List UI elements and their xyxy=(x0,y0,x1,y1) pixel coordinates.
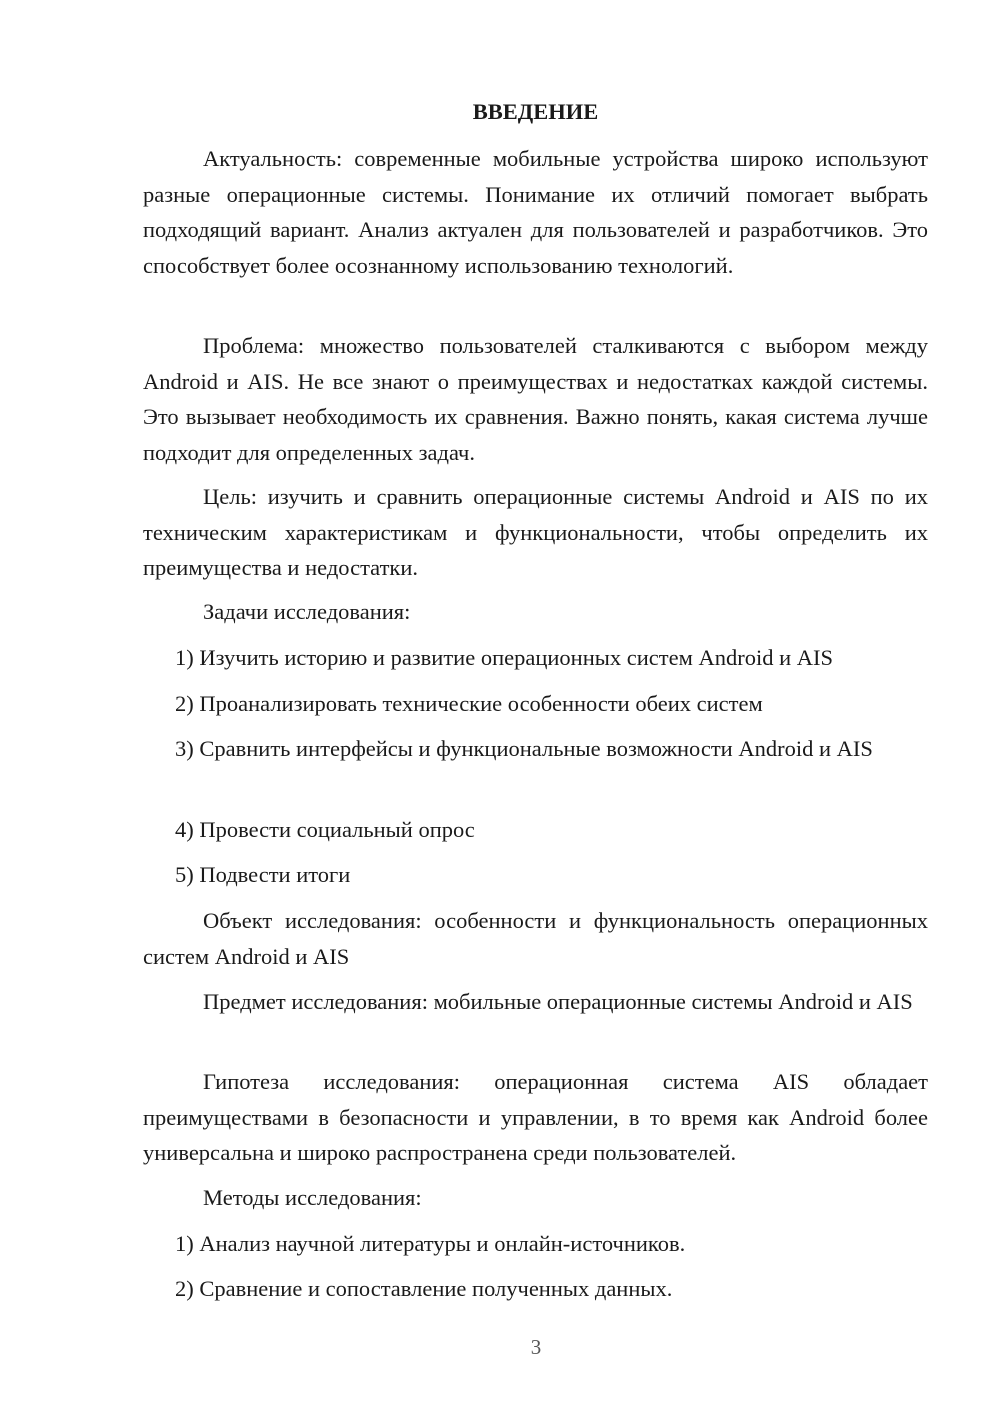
methods-title: Методы исследования: xyxy=(203,1185,422,1210)
method-item-2: 2) Сравнение и сопоставление полученных данных. xyxy=(175,1276,673,1301)
paragraph-object: Объект исследования: особенности и функциональность операционных систем Android и AIS xyxy=(143,908,928,969)
task-item-1: 1) Изучить историю и развитие операционных систем Android и AIS xyxy=(175,645,833,670)
task-item-5: 5) Подвести итоги xyxy=(175,862,351,887)
paragraph-problem: Проблема: множество пользователей сталкиваются с выбором между Android и AIS. Не все знают о преимуществах и недостатках каждой системы. Это вызывает необходимость их сравнения. Важно понять, какая система лучше подходит для определенных задач. xyxy=(143,333,928,465)
section-heading: ВВЕДЕНИЕ xyxy=(472,99,599,124)
paragraph-actuality: Актуальность: современные мобильные устройства широко используют разные операционные системы. Понимание их отличий помогает выбрать подходящий вариант. Анализ актуален для пользователей и разработчиков. Это способствует более осознанному использованию технологий. xyxy=(143,146,928,278)
task-item-3: 3) Сравнить интерфейсы и функциональные возможности Android и AIS xyxy=(175,736,873,761)
tasks-title: Задачи исследования: xyxy=(203,599,411,624)
paragraph-hypothesis: Гипотеза исследования: операционная система AIS обладает преимуществами в безопасности и управлении, в то время как Android более универсальна и широко распространена среди пользователей. xyxy=(143,1069,928,1165)
paragraph-goal: Цель: изучить и сравнить операционные системы Android и AIS по их техническим характеристикам и функциональности, чтобы определить их преимущества и недостатки. xyxy=(143,484,928,580)
method-item-1: 1) Анализ научной литературы и онлайн-источников. xyxy=(175,1231,686,1256)
task-item-2: 2) Проанализировать технические особенности обеих систем xyxy=(175,691,763,716)
page-number: 3 xyxy=(530,1335,542,1359)
paragraph-subject: Предмет исследования: мобильные операционные системы Android и AIS xyxy=(203,989,913,1014)
task-item-4: 4) Провести социальный опрос xyxy=(175,817,475,842)
